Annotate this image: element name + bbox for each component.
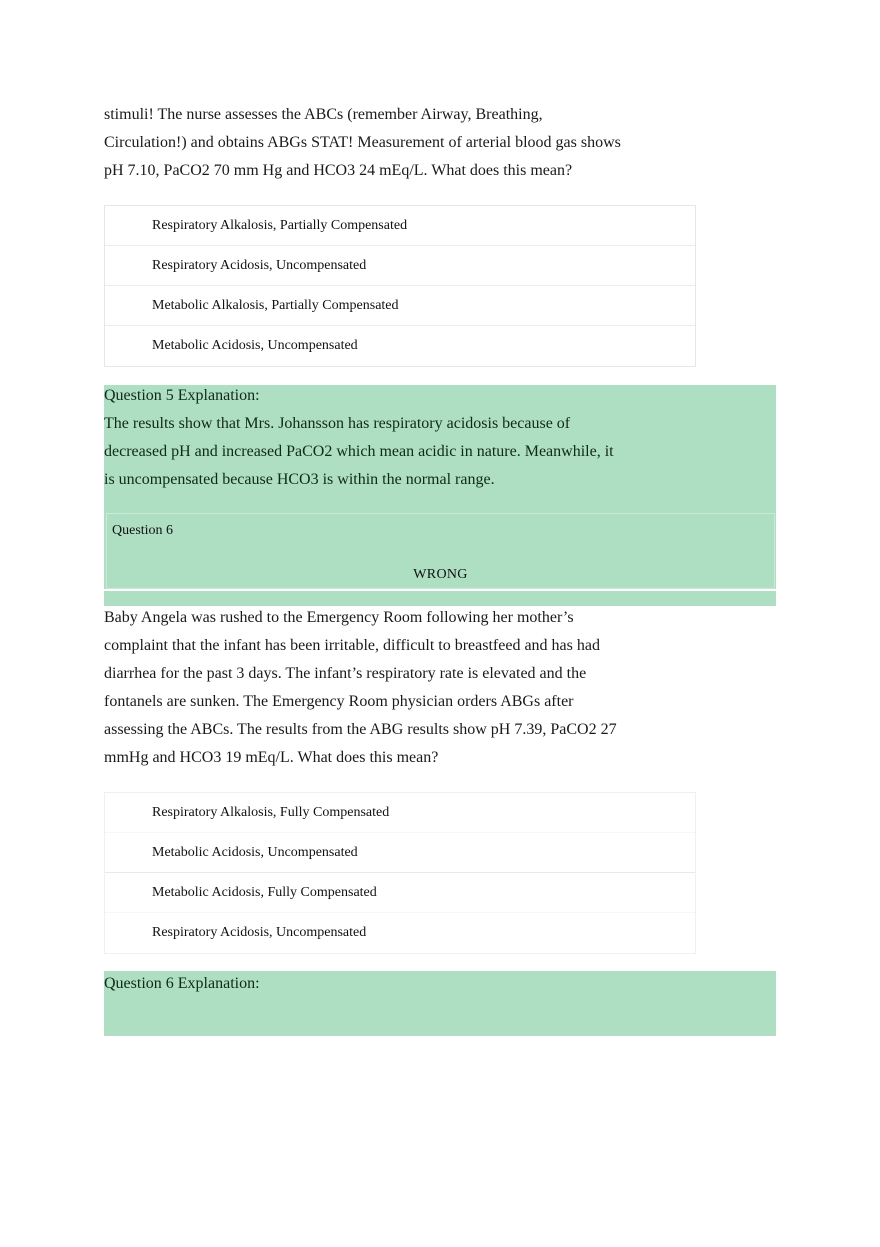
answer-option[interactable]: Respiratory Acidosis, Uncompensated <box>152 925 367 940</box>
explanation-line: decreased pH and increased PaCO2 which mean acidic in nature. Meanwhile, it <box>104 443 614 460</box>
question-6-explanation <box>104 971 776 1036</box>
answer-option[interactable]: Metabolic Acidosis, Fully Compensated <box>105 873 695 913</box>
question-5-explanation <box>104 385 776 513</box>
stem-line: pH 7.10, PaCO2 70 mm Hg and HCO3 24 mEq/L. What does this mean? <box>104 162 573 179</box>
stem-line: assessing the ABCs. The results from the ABG results show pH 7.39, PaCO2 27 <box>104 721 617 738</box>
explanation-title: Question 6 Explanation: <box>104 975 260 992</box>
divider <box>104 589 776 591</box>
answer-option[interactable]: Metabolic Acidosis, Uncompensated <box>105 833 695 873</box>
question-6-header-box <box>106 513 775 589</box>
stem-line: fontanels are sunken. The Emergency Room physician orders ABGs after <box>104 693 574 710</box>
question-6-header <box>104 513 776 606</box>
stem-line: Baby Angela was rushed to the Emergency Room following her mother’s <box>104 609 574 626</box>
explanation-line: The results show that Mrs. Johansson has respiratory acidosis because of <box>104 415 571 432</box>
answer-option[interactable]: Respiratory Alkalosis, Fully Compensated <box>105 793 695 833</box>
question-5-stem <box>104 101 664 185</box>
question-6-stem <box>104 604 704 772</box>
explanation-title: Question 5 Explanation: <box>104 387 260 404</box>
answer-status-label: WRONG <box>413 567 468 582</box>
question-5-options <box>104 205 696 367</box>
stem-line: diarrhea for the past 3 days. The infant’s respiratory rate is elevated and the <box>104 665 587 682</box>
answer-option[interactable]: Metabolic Alkalosis, Partially Compensated <box>105 286 695 326</box>
answer-option[interactable]: Metabolic Acidosis, Uncompensated <box>152 338 358 353</box>
question-number-label: Question 6 <box>112 523 174 538</box>
stem-line: complaint that the infant has been irritable, difficult to breastfeed and has had <box>104 637 600 654</box>
stem-line: stimuli! The nurse assesses the ABCs (remember Airway, Breathing, <box>104 106 543 123</box>
explanation-line: is uncompensated because HCO3 is within the normal range. <box>104 471 495 488</box>
question-6-options <box>104 792 696 954</box>
answer-option[interactable]: Respiratory Acidosis, Uncompensated <box>105 246 695 286</box>
stem-line: mmHg and HCO3 19 mEq/L. What does this mean? <box>104 749 439 766</box>
answer-option[interactable]: Respiratory Alkalosis, Partially Compensated <box>105 206 695 246</box>
stem-line: Circulation!) and obtains ABGs STAT! Measurement of arterial blood gas shows <box>104 134 621 151</box>
